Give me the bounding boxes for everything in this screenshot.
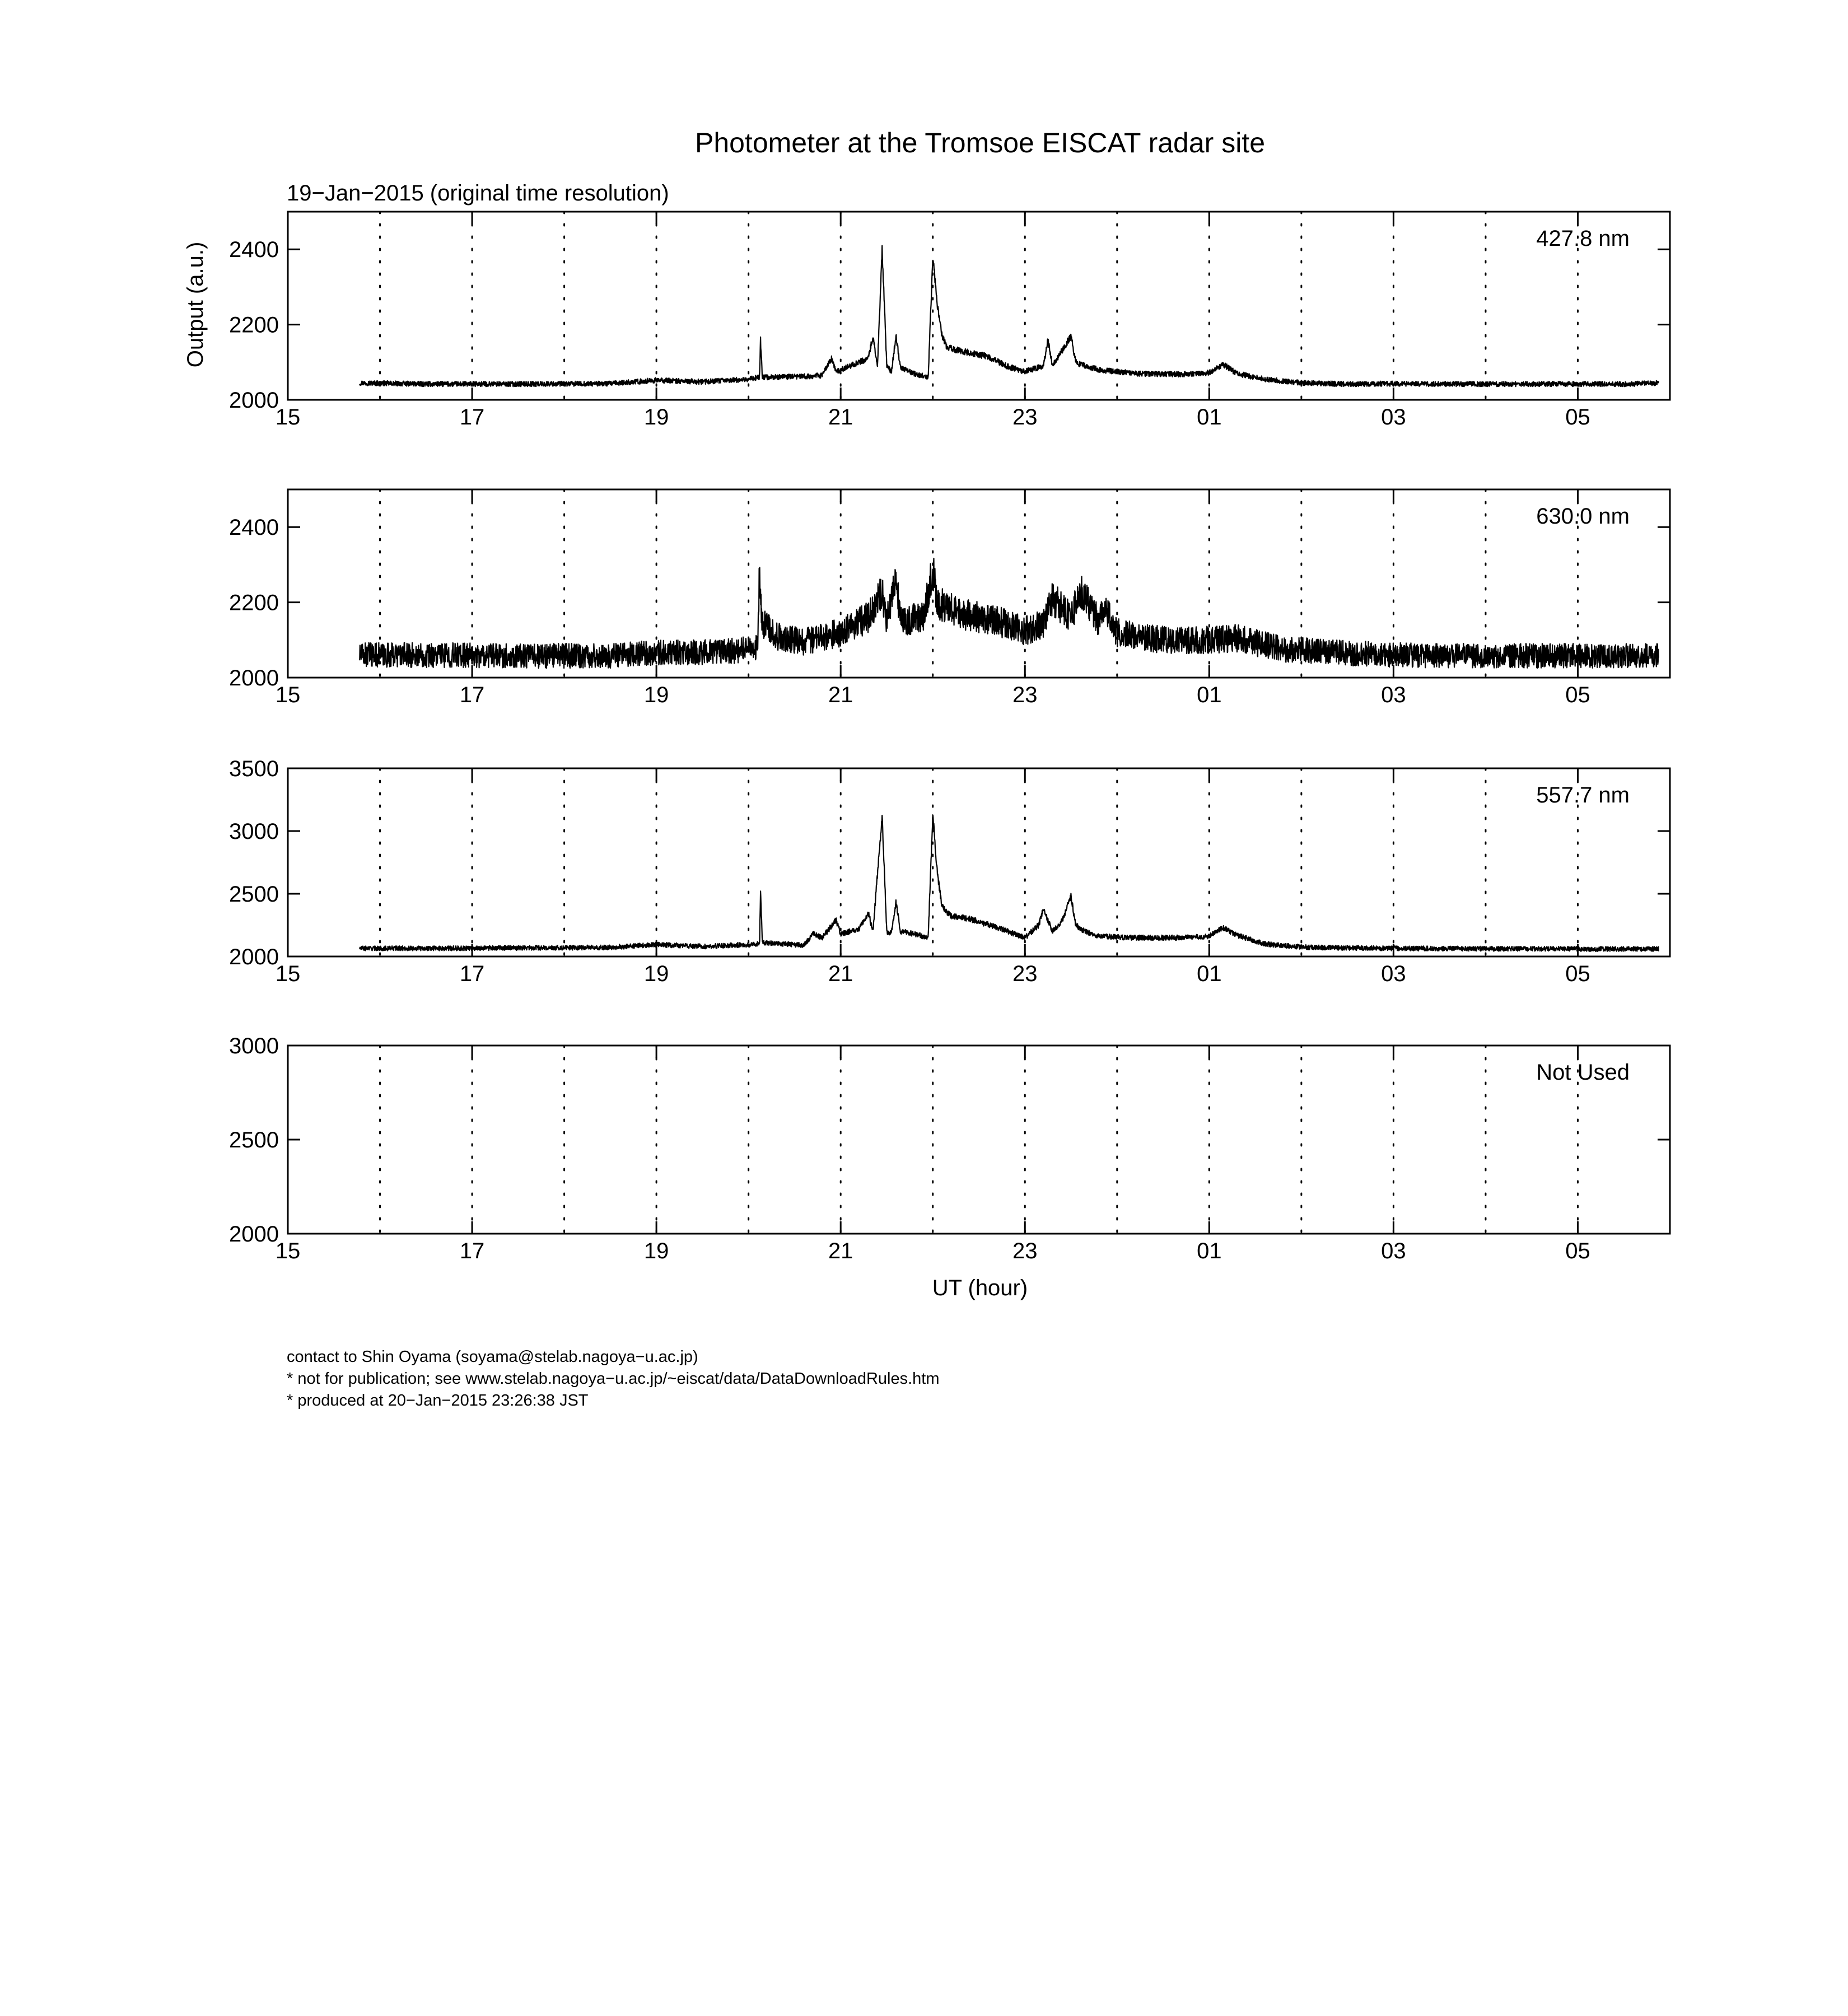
x-tick-label: 05 (1565, 1239, 1590, 1263)
x-tick-label: 21 (828, 683, 853, 707)
panel-label: 630.0 nm (1536, 504, 1630, 529)
panel-label: Not Used (1536, 1060, 1630, 1085)
x-tick-label: 01 (1197, 683, 1222, 707)
y-tick-label: 2400 (229, 515, 279, 540)
panels-group (229, 212, 1670, 1263)
y-tick-label: 2200 (229, 312, 279, 338)
panel-4 (229, 1034, 1670, 1263)
x-tick-label: 19 (643, 405, 669, 430)
footer-notes (287, 1346, 940, 1412)
y-tick-label: 3500 (229, 757, 279, 781)
x-tick-label: 03 (1381, 1239, 1406, 1263)
series-line-1 (360, 246, 1659, 387)
x-axis-label: UT (hour) (932, 1276, 1028, 1300)
x-tick-label: 19 (643, 1239, 669, 1263)
x-tick-label: 15 (275, 683, 301, 707)
y-tick-label: 3000 (229, 819, 279, 844)
x-tick-label: 21 (828, 1239, 853, 1263)
x-tick-label: 21 (828, 405, 853, 430)
x-tick-label: 03 (1381, 962, 1406, 986)
x-tick-label: 17 (459, 683, 485, 707)
y-tick-label: 3000 (229, 1034, 279, 1058)
panel-3 (229, 757, 1670, 986)
x-tick-label: 23 (1012, 1239, 1038, 1263)
x-tick-label: 03 (1381, 405, 1406, 430)
y-tick-label: 2200 (229, 590, 279, 615)
x-tick-label: 19 (643, 683, 669, 707)
panel-frame (288, 768, 1670, 956)
x-tick-label: 03 (1381, 683, 1406, 707)
panel-1 (229, 212, 1670, 430)
x-tick-label: 23 (1012, 405, 1038, 430)
x-tick-label: 05 (1565, 962, 1590, 986)
x-tick-label: 23 (1012, 962, 1038, 986)
panel-label: 557.7 nm (1536, 783, 1630, 808)
x-tick-label: 21 (828, 962, 853, 986)
x-tick-label: 01 (1197, 405, 1222, 430)
footer-contact: contact to Shin Oyama (soyama@stelab.nagoya−u.ac.jp) (287, 1348, 698, 1366)
y-tick-label: 2000 (229, 945, 279, 969)
series-line-3 (360, 815, 1659, 951)
panel-2 (229, 489, 1670, 707)
footer-publication-note: * not for publication; see www.stelab.nagoya−u.ac.jp/~eiscat/data/DataDownloadRules.htm (287, 1370, 940, 1388)
x-tick-label: 17 (459, 405, 485, 430)
panel-frame (288, 1046, 1670, 1234)
panel-label: 427.8 nm (1536, 226, 1630, 251)
y-tick-label: 2000 (229, 1222, 279, 1247)
y-tick-label: 2500 (229, 1128, 279, 1152)
x-tick-label: 05 (1565, 683, 1590, 707)
x-tick-label: 01 (1197, 962, 1222, 986)
x-tick-label: 01 (1197, 1239, 1222, 1263)
x-tick-label: 15 (275, 405, 301, 430)
x-tick-label: 17 (459, 1239, 485, 1263)
x-tick-label: 15 (275, 1239, 301, 1263)
y-tick-label: 2500 (229, 882, 279, 907)
y-tick-label: 2000 (229, 666, 279, 690)
x-tick-label: 19 (643, 962, 669, 986)
figure-subtitle: 19−Jan−2015 (original time resolution) (287, 181, 669, 206)
x-tick-label: 17 (459, 962, 485, 986)
x-tick-label: 23 (1012, 683, 1038, 707)
panel-frame (288, 212, 1670, 400)
x-tick-label: 05 (1565, 405, 1590, 430)
footer-produced: * produced at 20−Jan−2015 23:26:38 JST (287, 1392, 589, 1410)
y-tick-label: 2000 (229, 388, 279, 413)
y-tick-label: 2400 (229, 237, 279, 263)
figure-title: Photometer at the Tromsoe EISCAT radar site (694, 127, 1266, 158)
series-line-2 (360, 558, 1659, 668)
y-axis-label: Output (a.u.) (183, 241, 208, 368)
x-tick-label: 15 (275, 962, 301, 986)
